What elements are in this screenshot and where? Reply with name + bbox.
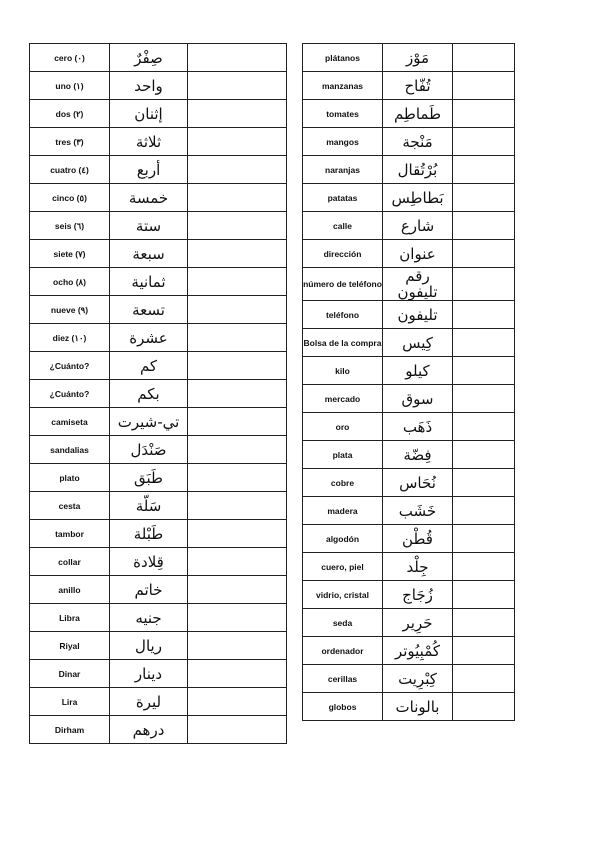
arabic-word: طَماطِم (383, 100, 453, 128)
arabic-word: خَشَب (383, 497, 453, 525)
arabic-word: بُرْتُقال (383, 156, 453, 184)
spanish-word: ocho (٨) (30, 268, 110, 296)
arabic-word: كم (110, 352, 188, 380)
table-row (30, 408, 287, 436)
arabic-word: تُفّاح (383, 72, 453, 100)
table-row (303, 693, 515, 721)
spanish-word: plátanos (303, 44, 383, 72)
blank-cell (453, 385, 515, 413)
arabic-word: حَرِير (383, 609, 453, 637)
blank-cell (453, 44, 515, 72)
blank-cell (188, 212, 287, 240)
blank-cell (453, 212, 515, 240)
table-row (303, 72, 515, 100)
table-row (30, 716, 287, 744)
spanish-word: ¿Cuánto? (30, 352, 110, 380)
blank-cell (188, 128, 287, 156)
table-row (303, 44, 515, 72)
arabic-word: سَلّة (110, 492, 188, 520)
blank-cell (188, 408, 287, 436)
blank-cell (453, 581, 515, 609)
arabic-word: تسعة (110, 296, 188, 324)
blank-cell (453, 497, 515, 525)
table-row (303, 497, 515, 525)
blank-cell (453, 637, 515, 665)
table-row (303, 385, 515, 413)
spanish-word: Dirham (30, 716, 110, 744)
blank-cell (188, 548, 287, 576)
table-row (30, 72, 287, 100)
blank-cell (453, 268, 515, 301)
blank-cell (188, 576, 287, 604)
spanish-word: seda (303, 609, 383, 637)
spanish-word: dirección (303, 240, 383, 268)
arabic-word: صَنْدَل (110, 436, 188, 464)
spanish-word: Bolsa de la compra (303, 329, 383, 357)
spanish-word: Riyal (30, 632, 110, 660)
blank-cell (453, 413, 515, 441)
blank-cell (453, 693, 515, 721)
spanish-word: diez (١٠) (30, 324, 110, 352)
arabic-word: خاتم (110, 576, 188, 604)
blank-cell (188, 436, 287, 464)
spanish-word: mangos (303, 128, 383, 156)
arabic-word: سوق (383, 385, 453, 413)
table-row (303, 357, 515, 385)
table-row (303, 581, 515, 609)
arabic-word: بَطاطِس (383, 184, 453, 212)
blank-cell (453, 72, 515, 100)
arabic-word: ستة (110, 212, 188, 240)
arabic-word: ثمانية (110, 268, 188, 296)
arabic-word: واحد (110, 72, 188, 100)
arabic-word: رقم تليفون (383, 268, 453, 301)
table-row (303, 525, 515, 553)
table-row (30, 660, 287, 688)
table-row (30, 268, 287, 296)
table-row (303, 128, 515, 156)
table-row (30, 632, 287, 660)
spanish-word: globos (303, 693, 383, 721)
arabic-word: قُطْن (383, 525, 453, 553)
spanish-word: Libra (30, 604, 110, 632)
spanish-word: teléfono (303, 301, 383, 329)
blank-cell (188, 296, 287, 324)
arabic-word: فِضّة (383, 441, 453, 469)
table-row (303, 469, 515, 497)
blank-cell (188, 156, 287, 184)
spanish-word: cuatro (٤) (30, 156, 110, 184)
spanish-word: manzanas (303, 72, 383, 100)
blank-cell (453, 441, 515, 469)
spanish-word: cerillas (303, 665, 383, 693)
table-row (303, 441, 515, 469)
spanish-word: cobre (303, 469, 383, 497)
arabic-word: درهم (110, 716, 188, 744)
table-row (30, 128, 287, 156)
spanish-word: anillo (30, 576, 110, 604)
arabic-word: طَبَق (110, 464, 188, 492)
table-row (30, 464, 287, 492)
table-row (30, 548, 287, 576)
blank-cell (188, 464, 287, 492)
blank-cell (188, 520, 287, 548)
spanish-word: cero (٠) (30, 44, 110, 72)
spanish-word: kilo (303, 357, 383, 385)
blank-cell (453, 469, 515, 497)
spanish-word: naranjas (303, 156, 383, 184)
table-row (303, 240, 515, 268)
spanish-word: tambor (30, 520, 110, 548)
table-row (303, 184, 515, 212)
arabic-word: مَنْجة (383, 128, 453, 156)
spanish-word: tres (٣) (30, 128, 110, 156)
blank-cell (188, 240, 287, 268)
blank-cell (188, 184, 287, 212)
arabic-word: جِلْد (383, 553, 453, 581)
blank-cell (453, 184, 515, 212)
arabic-word: كِيس (383, 329, 453, 357)
vocab-table-right (302, 43, 515, 721)
blank-cell (188, 380, 287, 408)
table-row (30, 240, 287, 268)
table-row (30, 324, 287, 352)
table-row (30, 688, 287, 716)
arabic-word: كِبْرِيت (383, 665, 453, 693)
spanish-word: uno (١) (30, 72, 110, 100)
spanish-word: algodón (303, 525, 383, 553)
arabic-word: شارع (383, 212, 453, 240)
table-row (303, 268, 515, 301)
table-row (30, 352, 287, 380)
table-row (30, 184, 287, 212)
table-row (303, 156, 515, 184)
arabic-word: جنيه (110, 604, 188, 632)
blank-cell (188, 72, 287, 100)
arabic-word: دينار (110, 660, 188, 688)
arabic-word: ثلاثة (110, 128, 188, 156)
blank-cell (453, 609, 515, 637)
table-row (30, 100, 287, 128)
spanish-word: seis (٦) (30, 212, 110, 240)
arabic-word: قِلادة (110, 548, 188, 576)
table-row (30, 604, 287, 632)
spanish-word: Lira (30, 688, 110, 716)
spanish-word: oro (303, 413, 383, 441)
table-row (303, 301, 515, 329)
arabic-word: سبعة (110, 240, 188, 268)
table-row (30, 576, 287, 604)
arabic-word: إثنان (110, 100, 188, 128)
table-row (30, 436, 287, 464)
blank-cell (188, 100, 287, 128)
table-row (30, 156, 287, 184)
blank-cell (188, 492, 287, 520)
spanish-word: mercado (303, 385, 383, 413)
table-row (303, 637, 515, 665)
table-row (30, 212, 287, 240)
arabic-word: مَوْز (383, 44, 453, 72)
arabic-word: ليرة (110, 688, 188, 716)
spanish-word: calle (303, 212, 383, 240)
spanish-word: plato (30, 464, 110, 492)
table-row (30, 520, 287, 548)
arabic-word: تي-شيرت (110, 408, 188, 436)
spanish-word: sandalias (30, 436, 110, 464)
table-row (30, 296, 287, 324)
table-row (303, 329, 515, 357)
arabic-word: كيلو (383, 357, 453, 385)
blank-cell (453, 329, 515, 357)
arabic-word: نُحَاس (383, 469, 453, 497)
blank-cell (188, 632, 287, 660)
arabic-word: خمسة (110, 184, 188, 212)
spanish-word: número de teléfono (303, 268, 383, 301)
table-row (303, 100, 515, 128)
table-row (30, 44, 287, 72)
table-row (30, 492, 287, 520)
blank-cell (453, 665, 515, 693)
blank-cell (453, 156, 515, 184)
arabic-word: عشرة (110, 324, 188, 352)
spanish-word: ¿Cuánto? (30, 380, 110, 408)
spanish-word: ordenador (303, 637, 383, 665)
blank-cell (453, 357, 515, 385)
arabic-word: تليفون (383, 301, 453, 329)
spanish-word: cinco (٥) (30, 184, 110, 212)
spanish-word: Dinar (30, 660, 110, 688)
spanish-word: cesta (30, 492, 110, 520)
spanish-word: patatas (303, 184, 383, 212)
spanish-word: siete (٧) (30, 240, 110, 268)
arabic-word: زُجَاج (383, 581, 453, 609)
table-row (303, 553, 515, 581)
table-row (303, 609, 515, 637)
blank-cell (188, 604, 287, 632)
spanish-word: collar (30, 548, 110, 576)
blank-cell (188, 324, 287, 352)
spanish-word: nueve (٩) (30, 296, 110, 324)
spanish-word: dos (٢) (30, 100, 110, 128)
arabic-word: ذَهَب (383, 413, 453, 441)
blank-cell (188, 352, 287, 380)
spanish-word: plata (303, 441, 383, 469)
blank-cell (453, 240, 515, 268)
table-row (30, 380, 287, 408)
table-row (303, 665, 515, 693)
arabic-word: كُمْبِيُوتر (383, 637, 453, 665)
blank-cell (453, 553, 515, 581)
arabic-word: ريال (110, 632, 188, 660)
blank-cell (188, 688, 287, 716)
arabic-word: عنوان (383, 240, 453, 268)
blank-cell (188, 716, 287, 744)
arabic-word: صِفْرٌ (110, 44, 188, 72)
spanish-word: cuero, piel (303, 553, 383, 581)
vocab-table-left (29, 43, 287, 744)
table-row (303, 212, 515, 240)
spanish-word: tomates (303, 100, 383, 128)
arabic-word: بكم (110, 380, 188, 408)
blank-cell (453, 100, 515, 128)
arabic-word: بالونات (383, 693, 453, 721)
blank-cell (188, 660, 287, 688)
arabic-word: أربع (110, 156, 188, 184)
spanish-word: vidrio, cristal (303, 581, 383, 609)
blank-cell (188, 44, 287, 72)
spanish-word: madera (303, 497, 383, 525)
blank-cell (453, 301, 515, 329)
arabic-word: طَبْلة (110, 520, 188, 548)
blank-cell (453, 128, 515, 156)
spanish-word: camiseta (30, 408, 110, 436)
blank-cell (188, 268, 287, 296)
blank-cell (453, 525, 515, 553)
table-row (303, 413, 515, 441)
